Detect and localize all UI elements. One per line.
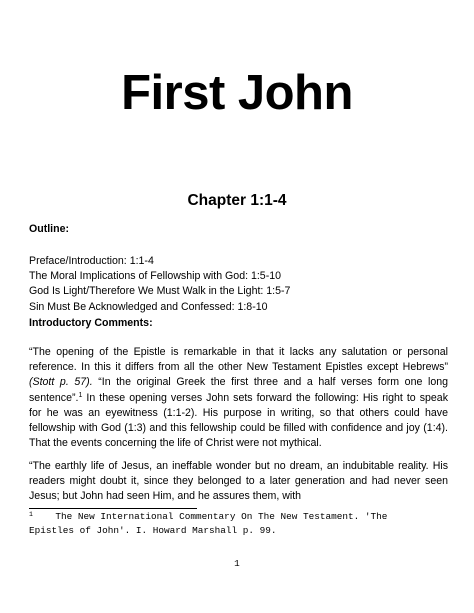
citation: (Stott p. 57). [29, 376, 93, 389]
footnote-line: The New International Commentary On The New Testament. 'The [32, 511, 388, 522]
paragraph-text: “The opening of the Epistle is remarkable in that it lacks any salutation or personal reference. In this it differs from all the other New Testament Epistles except Hebrews” [29, 346, 448, 374]
footnote-marker: 1 [29, 511, 33, 518]
outline-item: Preface/Introduction: 1:1-4 [29, 255, 154, 267]
footnote-reference[interactable]: 1 [78, 391, 83, 399]
outline-list [29, 254, 448, 315]
paragraph-text: “In the original Greek the first three and a half verses form one long sentence”. [29, 376, 448, 404]
footnote-line: Epistles of John'. I. Howard Marshall p. 99. [29, 525, 277, 536]
outline-heading: Outline: [29, 223, 70, 235]
intro-paragraph-1 [29, 345, 448, 451]
outline-item: The Moral Implications of Fellowship with God: 1:5-10 [29, 270, 282, 283]
intro-paragraph-2: “The earthly life of Jesus, an ineffable wonder but no dream, an indubitable reality. His readers might doubt it, since they belonged to a later generation and had never seen Jesus; but John had seen Him, and he assures them, with [29, 460, 448, 503]
page-number: 1 [234, 558, 240, 569]
paragraph-text: In these opening verses John sets forward the following: His right to speak for he was an eyewitness (1:1-2). His purpose in writing, so that others could have fellowship with God (1:3) and this fellowship could be filled with confidence and joy (1:4). That the events concerning the life of Christ were not mythical. [29, 391, 448, 450]
document-title: First John [121, 66, 353, 120]
footnote [29, 510, 448, 538]
outline-item: God Is Light/Therefore We Must Walk in the Light: 1:5-7 [29, 285, 291, 298]
outline-item: Sin Must Be Acknowledged and Confessed: 1:8-10 [29, 300, 268, 313]
chapter-heading: Chapter 1:1-4 [187, 192, 287, 209]
introductory-heading: Introductory Comments: [29, 317, 153, 329]
footnote-separator [29, 508, 197, 509]
